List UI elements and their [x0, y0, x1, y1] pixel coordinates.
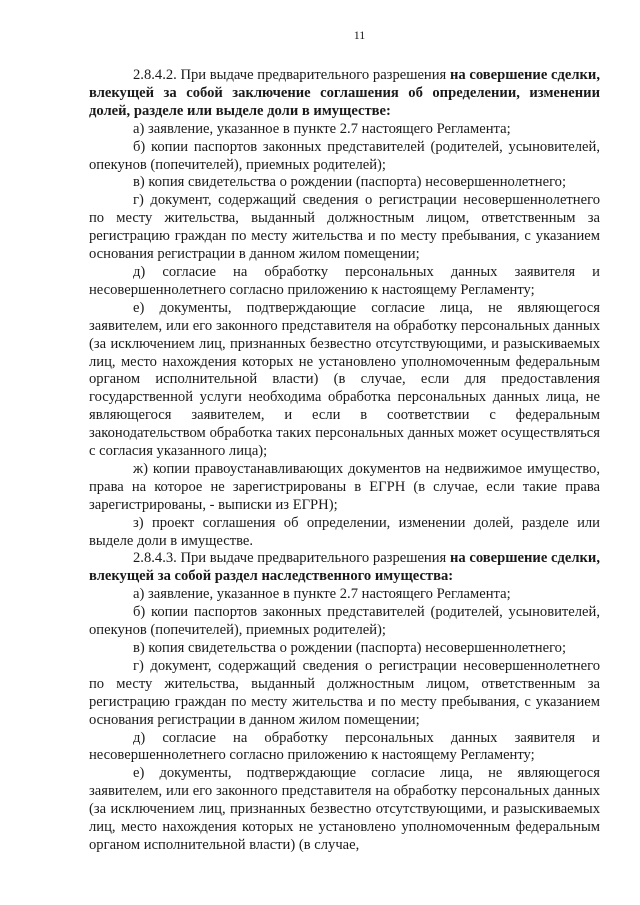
list-item: з) проект соглашения об определении, изменении долей, разделе или выделе доли в имуществе.	[89, 514, 600, 549]
list-item: б) копии паспортов законных представителей (родителей, усыновителей, опекунов (попечителей), приемных родителей);	[89, 604, 600, 639]
list-item: е) документы, подтверждающие согласие лица, не являющегося заявителем, или его законного представителя на обработку персональных данных (за исключением лиц, признанных безвестно отсутствующими, и разыскиваемых лиц, место нахождения которых не установлено уполномоченным федеральным органом исполнительной власти) (в случае,	[89, 765, 600, 853]
list-item: а) заявление, указанное в пункте 2.7 настоящего Регламента;	[133, 586, 511, 603]
list-item: ж) копии правоустанавливающих документов на недвижимое имущество, права на которое не зарегистрированы в ЕГРН (в случае, если такие права зарегистрированы, - выписки из ЕГРН);	[89, 460, 600, 513]
list-item: д) согласие на обработку персональных данных заявителя и несовершеннолетнего согласно приложению к настоящему Регламенту;	[89, 263, 600, 298]
list-item: г) документ, содержащий сведения о регистрации несовершеннолетнего по месту жительства, выданный должностным лицом, ответственным за регистрацию граждан по месту жительства и по месту пребывания, с указанием основания регистрации в данном жилом помещении;	[89, 192, 600, 263]
list-item: а) заявление, указанное в пункте 2.7 настоящего Регламента;	[133, 120, 511, 137]
section-bold-text: на совершение сделки, влекущей за собой заключение соглашения об определении, изменении долей, разделе или выделе доли в имуществе:	[89, 67, 600, 119]
list-item: е) документы, подтверждающие согласие лица, не являющегося заявителем, или его законного представителя на обработку персональных данных (за исключением лиц, признанных безвестно отсутствующими, и разыскиваемых лиц, место нахождения которых не установлено уполномоченным федеральным органом исполнительной власти) (в случае, если для предоставления государственной услуги необходима обработка персональных данных лица, не являющегося заявителем, и если в соответствии с федеральным законодательством обработка таких персональных данных может осуществляться с согласия указанного лица);	[89, 299, 600, 460]
list-item: в) копия свидетельства о рождении (паспорта) несовершеннолетнего;	[133, 174, 567, 191]
section-bold-text: на совершение сделки, влекущей за собой раздел наследственного имущества:	[89, 550, 600, 585]
list-item: г) документ, содержащий сведения о регистрации несовершеннолетнего по месту жительства, выданный должностным лицом, ответственным за регистрацию граждан по месту жительства и по месту пребывания, с указанием основания регистрации в данном жилом помещении;	[89, 657, 600, 728]
section-intro: При выдаче предварительного разрешения	[180, 67, 447, 83]
section-2-8-4-2-heading	[89, 67, 600, 121]
section-intro: При выдаче предварительного разрешения	[180, 550, 447, 567]
section-number: 2.8.4.2.	[133, 67, 177, 83]
page-number: 11	[353, 28, 366, 42]
section-2-8-4-3-heading	[89, 550, 600, 586]
section-number: 2.8.4.3.	[133, 550, 177, 567]
list-item: б) копии паспортов законных представителей (родителей, усыновителей, опекунов (попечителей), приемных родителей);	[89, 138, 600, 173]
list-item: д) согласие на обработку персональных данных заявителя и несовершеннолетнего согласно приложению к настоящему Регламенту;	[89, 729, 600, 764]
list-item: в) копия свидетельства о рождении (паспорта) несовершеннолетнего;	[133, 640, 567, 656]
